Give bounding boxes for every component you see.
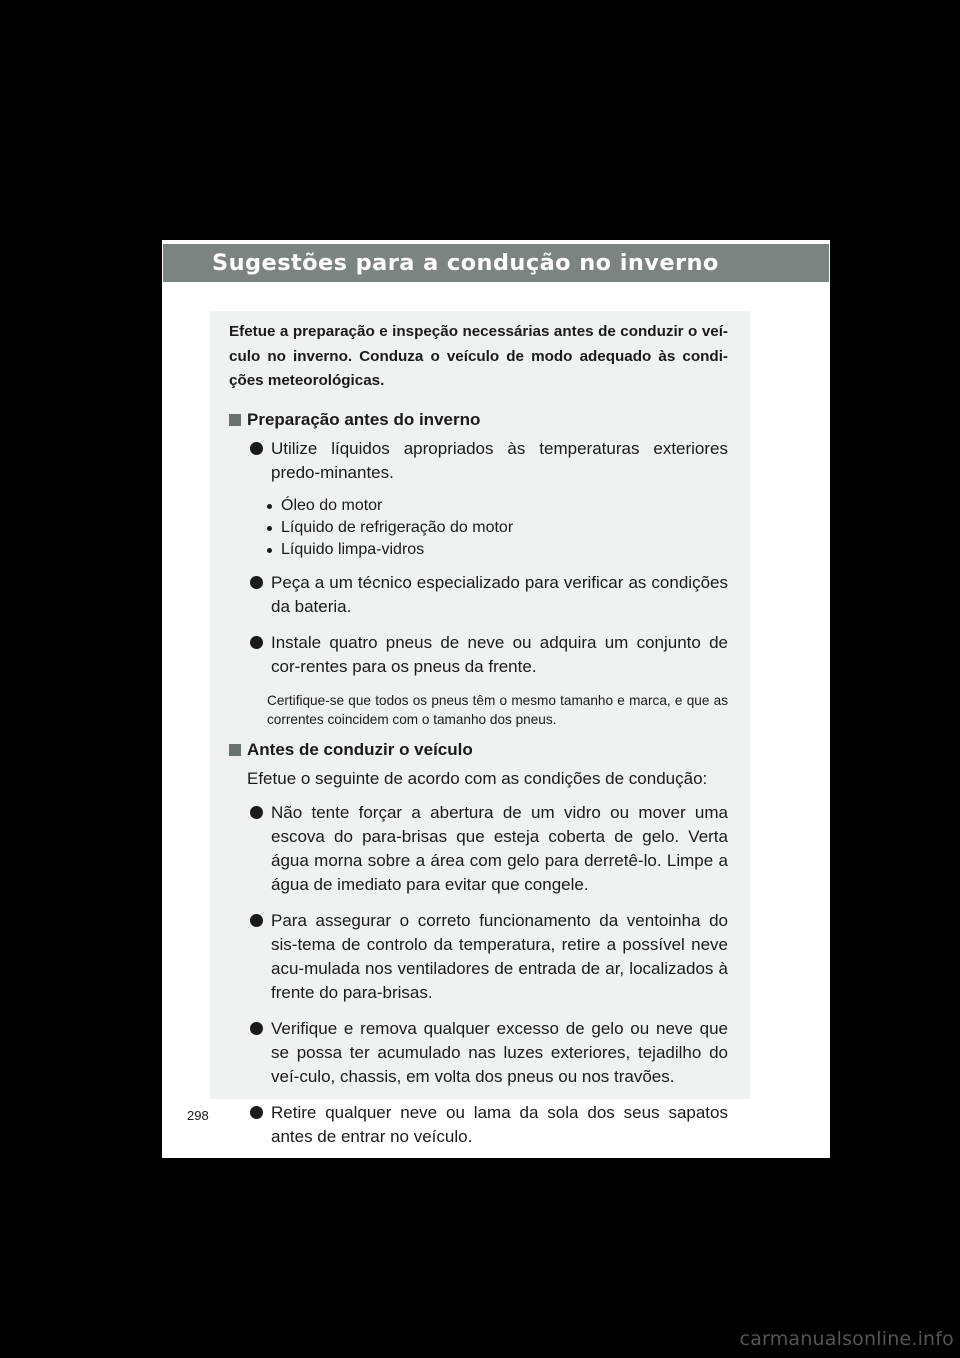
list-item-text: Instale quatro pneus de neve ou adquira um conjunto de cor-rentes para os pneus da frente. (271, 632, 728, 676)
page-number: 298 (187, 1108, 209, 1123)
content-box (210, 311, 750, 1146)
sub-list-item-text: Líquido limpa-vidros (281, 540, 425, 558)
bullet-dot-icon (250, 442, 263, 455)
list-item-text: Retire qualquer neve ou lama da sola dos seus sapatos antes de entrar no veículo. (271, 1102, 728, 1146)
fluids-list (267, 495, 728, 561)
list-item (229, 1017, 728, 1089)
bullet-dot-icon (250, 914, 263, 927)
sub-list-item-text: Líquido de refrigeração do motor (281, 518, 514, 536)
list-item (229, 1101, 728, 1149)
bullet-dot-icon (250, 806, 263, 819)
bullet-dot-icon (250, 1106, 263, 1119)
sub-list-item (267, 539, 728, 561)
note-text: Certifique-se que todos os pneus têm o mesmo tamanho e marca, e que as correntes coincidem com o tamanho dos pneus. (267, 692, 728, 727)
small-bullet-icon (267, 504, 272, 509)
list-item (229, 631, 728, 679)
square-bullet-icon (229, 744, 241, 756)
small-bullet-icon (267, 526, 272, 531)
manual-page (162, 240, 830, 1158)
list-item-text: Para assegurar o correto funcionamento da ventoinha do sis-tema de controlo da temperatura, retire a possível neve acu-mulada nos ventiladores de entrada de ar, localizados à frente do para-brisas. (271, 910, 728, 1002)
intro-paragraph: Efetue a preparação e inspeção necessárias antes de conduzir o veí-culo no inverno. Conduza o veículo de modo adequado às condi-ções meteorológicas. (229, 323, 728, 389)
sub-list-item-text: Óleo do motor (281, 496, 383, 514)
section-lead-text: Efetue o seguinte de acordo com as condições de condução: (247, 768, 708, 788)
sub-list-item (267, 495, 728, 517)
sub-list-item (267, 517, 728, 539)
list-item (229, 571, 728, 619)
section-heading-label: Preparação antes do inverno (247, 409, 481, 429)
small-bullet-icon (267, 548, 272, 553)
list-item-text: Não tente forçar a abertura de um vidro ou mover uma escova do para-brisas que esteja coberta de gelo. Verta água morna sobre a área com gelo para derretê-lo. Limpe a água de imediato para evitar que congele. (271, 802, 728, 894)
list-item (229, 437, 728, 485)
list-item (229, 909, 728, 1005)
bullet-dot-icon (250, 1022, 263, 1035)
bullet-dot-icon (250, 576, 263, 589)
page-title: Sugestões para a condução no inverno (212, 250, 719, 276)
section-heading-label: Antes de conduzir o veículo (247, 739, 473, 759)
list-item-text: Utilize líquidos apropriados às temperaturas exteriores predo-minantes. (271, 438, 728, 482)
section-header-bar (163, 244, 829, 282)
section-heading-preparation (229, 409, 728, 431)
list-item-text: Verifique e remova qualquer excesso de gelo ou neve que se possa ter acumulado nas luzes exteriores, tejadilho do veí-culo, chassis, em volta dos pneus ou nos travões. (271, 1018, 728, 1086)
bullet-dot-icon (250, 636, 263, 649)
watermark-text: carmanualsonline.info (739, 1328, 954, 1350)
section-heading-before-driving (229, 739, 728, 761)
list-item (229, 801, 728, 897)
list-item-text: Peça a um técnico especializado para verificar as condições da bateria. (271, 572, 728, 616)
square-bullet-icon (229, 414, 241, 426)
